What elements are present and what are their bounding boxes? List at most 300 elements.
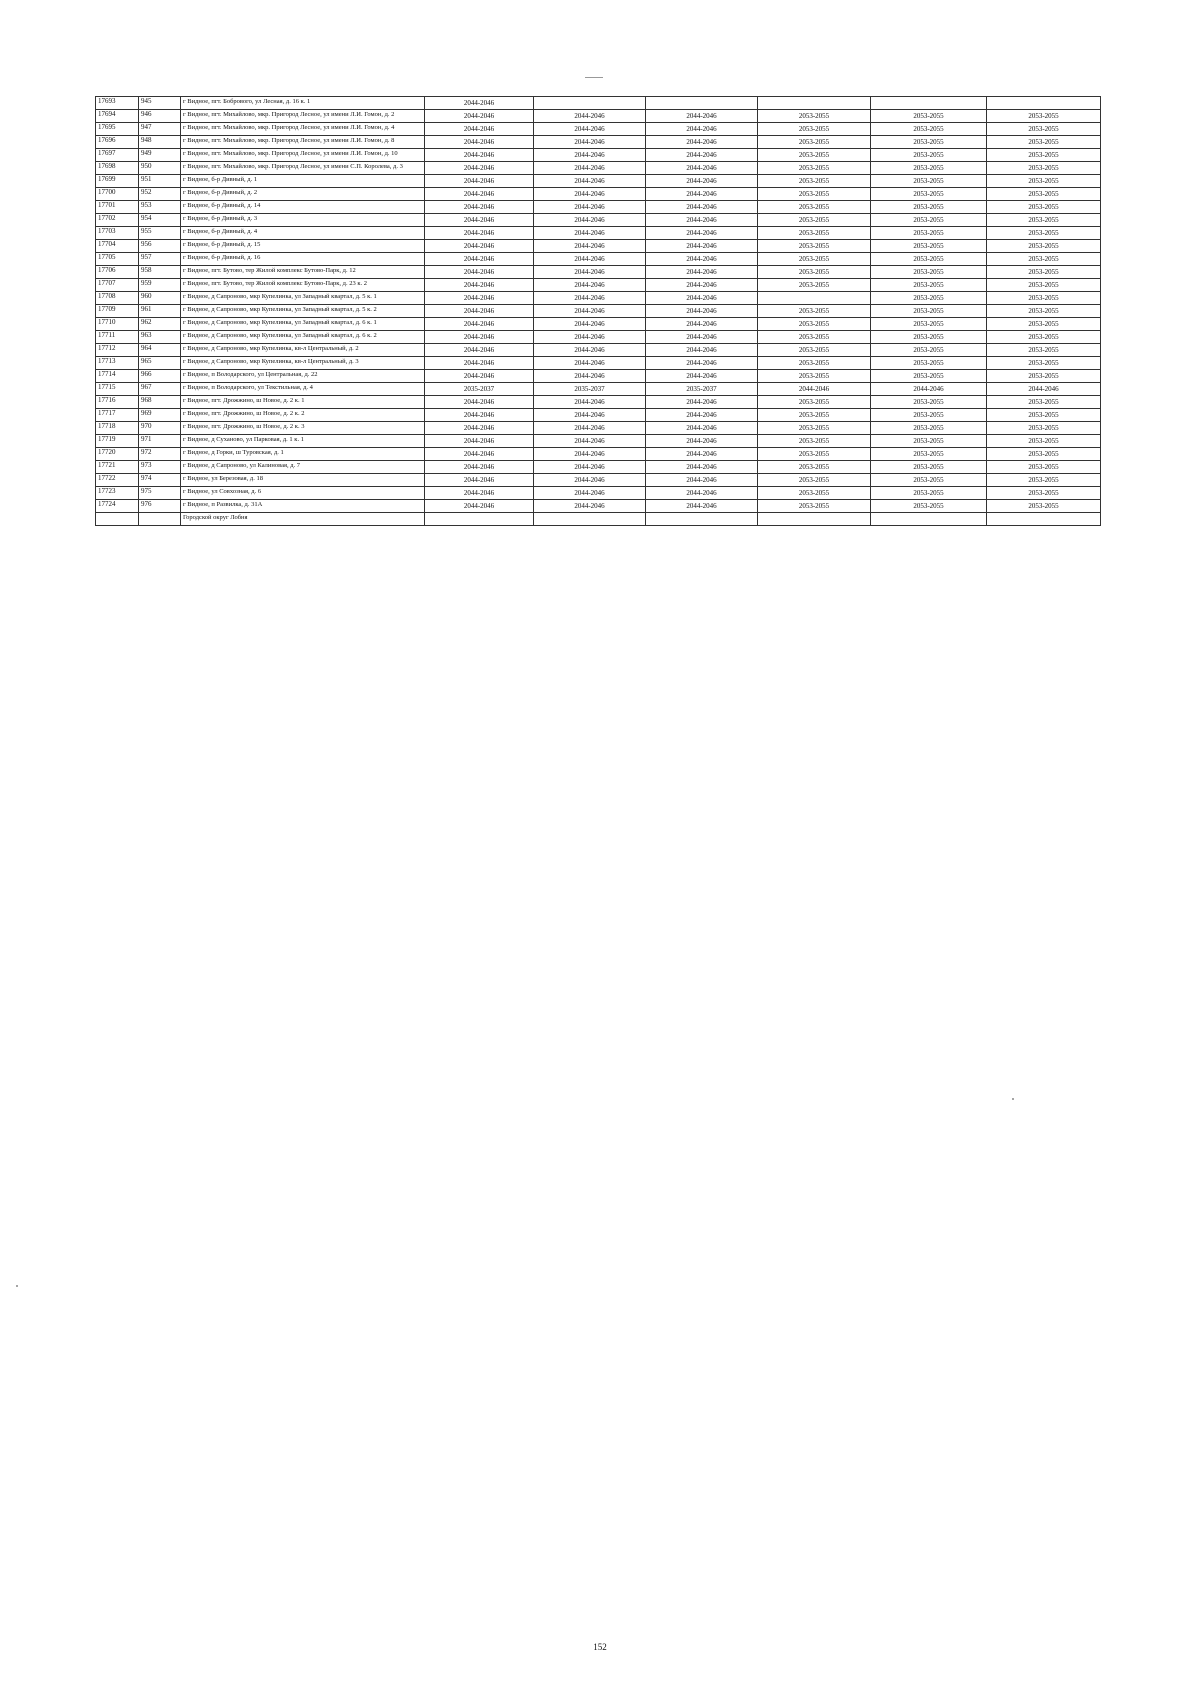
row-no-cell: 966 bbox=[139, 370, 181, 383]
row-no-cell: 957 bbox=[139, 253, 181, 266]
period-cell: 2053-2055 bbox=[871, 188, 987, 201]
table-row bbox=[96, 487, 1101, 500]
period-cell: 2044-2046 bbox=[534, 409, 646, 422]
period-cell bbox=[758, 97, 871, 110]
address-cell: г Видное, д Сапроново, мкр Купелинка, кв-л Центральный, д. 2 bbox=[181, 344, 425, 357]
period-cell: 2044-2046 bbox=[534, 318, 646, 331]
address-cell: г Видное, д Суханово, ул Парковая, д. 1 к. 1 bbox=[181, 435, 425, 448]
period-cell: 2044-2046 bbox=[534, 201, 646, 214]
period-cell: 2044-2046 bbox=[646, 214, 758, 227]
period-cell: 2053-2055 bbox=[987, 318, 1101, 331]
period-cell: 2053-2055 bbox=[758, 201, 871, 214]
period-cell: 2044-2046 bbox=[425, 162, 534, 175]
table-row bbox=[96, 370, 1101, 383]
period-cell bbox=[758, 292, 871, 305]
table-row bbox=[96, 396, 1101, 409]
row-id-cell: 17703 bbox=[96, 227, 139, 240]
period-cell: 2044-2046 bbox=[534, 448, 646, 461]
address-cell: г Видное, б-р Дивный, д. 4 bbox=[181, 227, 425, 240]
row-id-cell: 17720 bbox=[96, 448, 139, 461]
period-cell: 2035-2037 bbox=[646, 383, 758, 396]
period-cell: 2044-2046 bbox=[425, 175, 534, 188]
period-cell: 2044-2046 bbox=[534, 279, 646, 292]
period-cell: 2044-2046 bbox=[425, 357, 534, 370]
table-row bbox=[96, 188, 1101, 201]
row-no-cell: 973 bbox=[139, 461, 181, 474]
period-cell bbox=[987, 513, 1101, 526]
address-cell: г Видное, пгт. Бобрового, ул Лесная, д. 16 к. 1 bbox=[181, 97, 425, 110]
row-id-cell: 17717 bbox=[96, 409, 139, 422]
period-cell: 2044-2046 bbox=[534, 149, 646, 162]
period-cell: 2053-2055 bbox=[758, 279, 871, 292]
row-id-cell: 17723 bbox=[96, 487, 139, 500]
table-row bbox=[96, 331, 1101, 344]
period-cell: 2053-2055 bbox=[871, 331, 987, 344]
period-cell: 2053-2055 bbox=[987, 305, 1101, 318]
period-cell: 2044-2046 bbox=[646, 500, 758, 513]
row-no-cell: 949 bbox=[139, 149, 181, 162]
period-cell: 2053-2055 bbox=[987, 409, 1101, 422]
period-cell: 2044-2046 bbox=[534, 162, 646, 175]
period-cell: 2053-2055 bbox=[758, 357, 871, 370]
address-cell: г Видное, ул Березовая, д. 18 bbox=[181, 474, 425, 487]
period-cell: 2044-2046 bbox=[646, 279, 758, 292]
period-cell: 2044-2046 bbox=[646, 448, 758, 461]
row-id-cell: 17707 bbox=[96, 279, 139, 292]
row-no-cell: 951 bbox=[139, 175, 181, 188]
row-id-cell: 17694 bbox=[96, 110, 139, 123]
period-cell: 2044-2046 bbox=[646, 162, 758, 175]
row-id-cell: 17696 bbox=[96, 136, 139, 149]
period-cell: 2053-2055 bbox=[871, 435, 987, 448]
row-no-cell: 952 bbox=[139, 188, 181, 201]
address-cell: г Видное, д Горки, ш Туровская, д. 1 bbox=[181, 448, 425, 461]
address-cell: г Видное, д Сапроново, мкр Купелинка, ул Западный квартал, д. 6 к. 2 bbox=[181, 331, 425, 344]
address-cell: г Видное, б-р Дивный, д. 14 bbox=[181, 201, 425, 214]
table-row bbox=[96, 305, 1101, 318]
period-cell: 2053-2055 bbox=[871, 305, 987, 318]
address-cell: г Видное, пгт. Михайлово, мкр. Пригород Лесное, ул имени Л.И. Гомон, д. 8 bbox=[181, 136, 425, 149]
address-cell: г Видное, пгт. Михайлово, мкр. Пригород Лесное, ул имени Л.И. Гомон, д. 4 bbox=[181, 123, 425, 136]
period-cell: 2053-2055 bbox=[871, 344, 987, 357]
period-cell: 2053-2055 bbox=[987, 253, 1101, 266]
row-no-cell: 960 bbox=[139, 292, 181, 305]
period-cell: 2044-2046 bbox=[425, 487, 534, 500]
period-cell: 2053-2055 bbox=[987, 123, 1101, 136]
period-cell: 2053-2055 bbox=[987, 279, 1101, 292]
period-cell: 2053-2055 bbox=[871, 500, 987, 513]
period-cell: 2053-2055 bbox=[758, 266, 871, 279]
period-cell: 2053-2055 bbox=[871, 175, 987, 188]
period-cell: 2053-2055 bbox=[871, 357, 987, 370]
period-cell: 2053-2055 bbox=[987, 422, 1101, 435]
address-cell: г Видное, б-р Дивный, д. 15 bbox=[181, 240, 425, 253]
row-id-cell: 17706 bbox=[96, 266, 139, 279]
period-cell: 2044-2046 bbox=[534, 344, 646, 357]
period-cell: 2044-2046 bbox=[425, 396, 534, 409]
period-cell bbox=[534, 97, 646, 110]
period-cell: 2044-2046 bbox=[534, 370, 646, 383]
row-id-cell: 17712 bbox=[96, 344, 139, 357]
period-cell: 2044-2046 bbox=[534, 240, 646, 253]
table-row bbox=[96, 500, 1101, 513]
address-cell: г Видное, пгт. Михайлово, мкр. Пригород Лесное, ул имени С.П. Королева, д. 3 bbox=[181, 162, 425, 175]
period-cell: 2053-2055 bbox=[758, 240, 871, 253]
period-cell: 2044-2046 bbox=[425, 214, 534, 227]
period-cell: 2044-2046 bbox=[646, 188, 758, 201]
address-cell: г Видное, б-р Дивный, д. 1 bbox=[181, 175, 425, 188]
row-no-cell: 963 bbox=[139, 331, 181, 344]
period-cell: 2044-2046 bbox=[534, 461, 646, 474]
period-cell: 2044-2046 bbox=[646, 396, 758, 409]
row-no-cell: 950 bbox=[139, 162, 181, 175]
scan-speck bbox=[16, 1285, 18, 1287]
scan-mark bbox=[585, 77, 603, 78]
table-row bbox=[96, 383, 1101, 396]
period-cell: 2053-2055 bbox=[987, 344, 1101, 357]
table-row bbox=[96, 422, 1101, 435]
period-cell: 2044-2046 bbox=[534, 292, 646, 305]
period-cell: 2053-2055 bbox=[871, 266, 987, 279]
table-row bbox=[96, 279, 1101, 292]
row-id-cell: 17708 bbox=[96, 292, 139, 305]
table-row bbox=[96, 409, 1101, 422]
period-cell: 2053-2055 bbox=[987, 331, 1101, 344]
period-cell: 2044-2046 bbox=[425, 422, 534, 435]
address-cell: г Видное, п Развилка, д. 31А bbox=[181, 500, 425, 513]
period-cell: 2044-2046 bbox=[646, 240, 758, 253]
row-id-cell: 17710 bbox=[96, 318, 139, 331]
row-id-cell: 17698 bbox=[96, 162, 139, 175]
period-cell: 2053-2055 bbox=[871, 214, 987, 227]
table-row bbox=[96, 357, 1101, 370]
row-no-cell: 967 bbox=[139, 383, 181, 396]
table-row bbox=[96, 292, 1101, 305]
period-cell: 2044-2046 bbox=[425, 227, 534, 240]
period-cell: 2053-2055 bbox=[758, 409, 871, 422]
period-cell: 2044-2046 bbox=[534, 214, 646, 227]
period-cell: 2053-2055 bbox=[871, 487, 987, 500]
row-id-cell: 17716 bbox=[96, 396, 139, 409]
period-cell: 2053-2055 bbox=[758, 370, 871, 383]
row-id-cell: 17724 bbox=[96, 500, 139, 513]
address-cell: г Видное, пгт. Дрожжино, ш Новое, д. 2 к. 3 bbox=[181, 422, 425, 435]
period-cell: 2044-2046 bbox=[425, 474, 534, 487]
period-cell bbox=[987, 97, 1101, 110]
row-id-cell: 17714 bbox=[96, 370, 139, 383]
register-table bbox=[95, 96, 1101, 526]
period-cell: 2053-2055 bbox=[758, 149, 871, 162]
row-id-cell: 17713 bbox=[96, 357, 139, 370]
period-cell: 2044-2046 bbox=[646, 175, 758, 188]
period-cell: 2053-2055 bbox=[758, 123, 871, 136]
period-cell: 2044-2046 bbox=[425, 188, 534, 201]
period-cell: 2044-2046 bbox=[646, 474, 758, 487]
period-cell: 2044-2046 bbox=[534, 123, 646, 136]
period-cell: 2053-2055 bbox=[758, 214, 871, 227]
period-cell: 2044-2046 bbox=[425, 123, 534, 136]
row-no-cell: 962 bbox=[139, 318, 181, 331]
period-cell: 2044-2046 bbox=[534, 331, 646, 344]
period-cell: 2044-2046 bbox=[646, 266, 758, 279]
period-cell: 2053-2055 bbox=[987, 227, 1101, 240]
table-row bbox=[96, 448, 1101, 461]
period-cell: 2044-2046 bbox=[646, 201, 758, 214]
address-cell: г Видное, пгт. Дрожжино, ш Новое, д. 2 к. 1 bbox=[181, 396, 425, 409]
row-no-cell: 946 bbox=[139, 110, 181, 123]
period-cell: 2053-2055 bbox=[871, 253, 987, 266]
period-cell: 2044-2046 bbox=[425, 435, 534, 448]
period-cell: 2044-2046 bbox=[534, 500, 646, 513]
period-cell: 2044-2046 bbox=[534, 422, 646, 435]
group-header-row bbox=[96, 513, 1101, 526]
row-id-cell: 17715 bbox=[96, 383, 139, 396]
period-cell: 2053-2055 bbox=[758, 162, 871, 175]
period-cell: 2044-2046 bbox=[534, 396, 646, 409]
row-id-cell bbox=[96, 513, 139, 526]
period-cell: 2053-2055 bbox=[987, 461, 1101, 474]
period-cell: 2044-2046 bbox=[646, 331, 758, 344]
row-no-cell: 953 bbox=[139, 201, 181, 214]
table-row bbox=[96, 461, 1101, 474]
row-id-cell: 17705 bbox=[96, 253, 139, 266]
period-cell: 2044-2046 bbox=[871, 383, 987, 396]
scan-speck bbox=[1012, 1098, 1014, 1100]
address-cell: г Видное, ул Совхозная, д. 6 bbox=[181, 487, 425, 500]
period-cell: 2044-2046 bbox=[646, 227, 758, 240]
period-cell: 2053-2055 bbox=[758, 331, 871, 344]
period-cell: 2044-2046 bbox=[425, 253, 534, 266]
period-cell bbox=[646, 97, 758, 110]
period-cell: 2035-2037 bbox=[534, 383, 646, 396]
address-cell: г Видное, п Володарского, ул Текстильная, д. 4 bbox=[181, 383, 425, 396]
period-cell: 2044-2046 bbox=[425, 331, 534, 344]
address-cell: г Видное, пгт. Михайлово, мкр. Пригород Лесное, ул имени Л.И. Гомон, д. 2 bbox=[181, 110, 425, 123]
period-cell: 2053-2055 bbox=[871, 370, 987, 383]
period-cell: 2053-2055 bbox=[758, 175, 871, 188]
address-cell: г Видное, пгт. Михайлово, мкр. Пригород Лесное, ул имени Л.И. Гомон, д. 10 bbox=[181, 149, 425, 162]
row-no-cell: 970 bbox=[139, 422, 181, 435]
period-cell: 2053-2055 bbox=[987, 201, 1101, 214]
period-cell: 2053-2055 bbox=[871, 409, 987, 422]
table-row bbox=[96, 266, 1101, 279]
address-cell: г Видное, пгт. Бутово, тер Жилой комплекс Бутово-Парк, д. 23 к. 2 bbox=[181, 279, 425, 292]
period-cell: 2044-2046 bbox=[534, 188, 646, 201]
period-cell: 2044-2046 bbox=[987, 383, 1101, 396]
row-id-cell: 17721 bbox=[96, 461, 139, 474]
period-cell: 2035-2037 bbox=[425, 383, 534, 396]
row-id-cell: 17718 bbox=[96, 422, 139, 435]
table-row bbox=[96, 149, 1101, 162]
period-cell: 2044-2046 bbox=[425, 279, 534, 292]
row-id-cell: 17695 bbox=[96, 123, 139, 136]
period-cell bbox=[871, 97, 987, 110]
period-cell: 2053-2055 bbox=[758, 253, 871, 266]
period-cell: 2044-2046 bbox=[758, 383, 871, 396]
table-row bbox=[96, 344, 1101, 357]
period-cell: 2053-2055 bbox=[987, 396, 1101, 409]
address-cell: г Видное, б-р Дивный, д. 16 bbox=[181, 253, 425, 266]
period-cell: 2053-2055 bbox=[987, 188, 1101, 201]
row-no-cell: 976 bbox=[139, 500, 181, 513]
table-row bbox=[96, 318, 1101, 331]
period-cell: 2044-2046 bbox=[425, 240, 534, 253]
period-cell: 2053-2055 bbox=[987, 357, 1101, 370]
period-cell: 2044-2046 bbox=[425, 448, 534, 461]
row-id-cell: 17697 bbox=[96, 149, 139, 162]
row-no-cell: 961 bbox=[139, 305, 181, 318]
row-no-cell: 968 bbox=[139, 396, 181, 409]
row-no-cell: 975 bbox=[139, 487, 181, 500]
period-cell: 2053-2055 bbox=[871, 461, 987, 474]
period-cell: 2044-2046 bbox=[425, 409, 534, 422]
page-number: 152 bbox=[593, 1642, 607, 1652]
row-no-cell: 947 bbox=[139, 123, 181, 136]
row-no-cell: 954 bbox=[139, 214, 181, 227]
period-cell: 2053-2055 bbox=[871, 110, 987, 123]
period-cell: 2053-2055 bbox=[987, 162, 1101, 175]
period-cell: 2044-2046 bbox=[425, 344, 534, 357]
period-cell: 2044-2046 bbox=[534, 266, 646, 279]
period-cell bbox=[758, 513, 871, 526]
register-sheet bbox=[95, 96, 1100, 526]
address-cell: г Видное, пгт. Бутово, тер Жилой комплекс Бутово-Парк, д. 12 bbox=[181, 266, 425, 279]
period-cell: 2044-2046 bbox=[646, 318, 758, 331]
period-cell bbox=[646, 513, 758, 526]
period-cell: 2044-2046 bbox=[534, 487, 646, 500]
table-row bbox=[96, 136, 1101, 149]
period-cell: 2044-2046 bbox=[425, 318, 534, 331]
period-cell: 2053-2055 bbox=[987, 110, 1101, 123]
period-cell: 2053-2055 bbox=[758, 136, 871, 149]
period-cell: 2053-2055 bbox=[758, 448, 871, 461]
period-cell: 2044-2046 bbox=[646, 409, 758, 422]
period-cell: 2044-2046 bbox=[425, 292, 534, 305]
period-cell: 2044-2046 bbox=[425, 461, 534, 474]
table-row bbox=[96, 123, 1101, 136]
period-cell: 2053-2055 bbox=[758, 422, 871, 435]
period-cell: 2053-2055 bbox=[758, 435, 871, 448]
period-cell: 2044-2046 bbox=[534, 305, 646, 318]
table-row bbox=[96, 240, 1101, 253]
period-cell: 2044-2046 bbox=[534, 136, 646, 149]
period-cell: 2053-2055 bbox=[758, 227, 871, 240]
address-cell: г Видное, д Сапроново, мкр Купелинка, ул Западный квартал, д. 5 к. 1 bbox=[181, 292, 425, 305]
period-cell: 2053-2055 bbox=[758, 474, 871, 487]
period-cell: 2044-2046 bbox=[646, 123, 758, 136]
period-cell: 2053-2055 bbox=[987, 370, 1101, 383]
period-cell: 2053-2055 bbox=[758, 487, 871, 500]
row-no-cell bbox=[139, 513, 181, 526]
period-cell: 2044-2046 bbox=[646, 435, 758, 448]
period-cell: 2044-2046 bbox=[534, 435, 646, 448]
period-cell: 2044-2046 bbox=[646, 149, 758, 162]
period-cell: 2053-2055 bbox=[871, 292, 987, 305]
row-id-cell: 17709 bbox=[96, 305, 139, 318]
period-cell: 2044-2046 bbox=[534, 175, 646, 188]
address-cell: г Видное, д Сапроново, ул Калиновая, д. 7 bbox=[181, 461, 425, 474]
period-cell: 2053-2055 bbox=[987, 500, 1101, 513]
table-row bbox=[96, 214, 1101, 227]
period-cell: 2044-2046 bbox=[646, 110, 758, 123]
period-cell: 2044-2046 bbox=[425, 500, 534, 513]
period-cell: 2044-2046 bbox=[425, 136, 534, 149]
table-row bbox=[96, 97, 1101, 110]
period-cell: 2053-2055 bbox=[871, 422, 987, 435]
period-cell bbox=[425, 513, 534, 526]
period-cell: 2053-2055 bbox=[758, 500, 871, 513]
period-cell: 2053-2055 bbox=[987, 214, 1101, 227]
address-cell: г Видное, б-р Дивный, д. 2 bbox=[181, 188, 425, 201]
table-row bbox=[96, 435, 1101, 448]
row-id-cell: 17704 bbox=[96, 240, 139, 253]
address-cell: г Видное, д Сапроново, мкр Купелинка, ул Западный квартал, д. 5 к. 2 bbox=[181, 305, 425, 318]
row-no-cell: 948 bbox=[139, 136, 181, 149]
row-no-cell: 945 bbox=[139, 97, 181, 110]
row-id-cell: 17722 bbox=[96, 474, 139, 487]
period-cell: 2053-2055 bbox=[758, 344, 871, 357]
period-cell: 2044-2046 bbox=[425, 149, 534, 162]
period-cell: 2053-2055 bbox=[758, 305, 871, 318]
period-cell: 2053-2055 bbox=[871, 136, 987, 149]
address-cell: г Видное, д Сапроново, мкр Купелинка, кв-л Центральный, д. 3 bbox=[181, 357, 425, 370]
period-cell: 2053-2055 bbox=[871, 201, 987, 214]
period-cell: 2044-2046 bbox=[646, 253, 758, 266]
address-cell: Городской округ Лобня bbox=[181, 513, 425, 526]
row-id-cell: 17693 bbox=[96, 97, 139, 110]
period-cell: 2053-2055 bbox=[871, 149, 987, 162]
row-no-cell: 965 bbox=[139, 357, 181, 370]
period-cell: 2044-2046 bbox=[425, 97, 534, 110]
row-no-cell: 959 bbox=[139, 279, 181, 292]
period-cell: 2044-2046 bbox=[425, 110, 534, 123]
period-cell: 2053-2055 bbox=[987, 136, 1101, 149]
period-cell: 2044-2046 bbox=[646, 344, 758, 357]
row-id-cell: 17700 bbox=[96, 188, 139, 201]
register-body bbox=[96, 97, 1101, 526]
period-cell: 2053-2055 bbox=[871, 448, 987, 461]
period-cell: 2053-2055 bbox=[758, 110, 871, 123]
period-cell: 2044-2046 bbox=[534, 474, 646, 487]
period-cell: 2044-2046 bbox=[646, 370, 758, 383]
address-cell: г Видное, пгт. Дрожжино, ш Новое, д. 2 к. 2 bbox=[181, 409, 425, 422]
period-cell: 2044-2046 bbox=[425, 266, 534, 279]
period-cell: 2053-2055 bbox=[987, 266, 1101, 279]
address-cell: г Видное, п Володарского, ул Центральная, д. 22 bbox=[181, 370, 425, 383]
row-no-cell: 969 bbox=[139, 409, 181, 422]
period-cell: 2044-2046 bbox=[534, 110, 646, 123]
address-cell: г Видное, б-р Дивный, д. 3 bbox=[181, 214, 425, 227]
period-cell: 2044-2046 bbox=[646, 136, 758, 149]
row-id-cell: 17711 bbox=[96, 331, 139, 344]
row-id-cell: 17702 bbox=[96, 214, 139, 227]
period-cell: 2053-2055 bbox=[871, 396, 987, 409]
row-id-cell: 17719 bbox=[96, 435, 139, 448]
period-cell: 2044-2046 bbox=[425, 370, 534, 383]
period-cell: 2053-2055 bbox=[758, 461, 871, 474]
period-cell: 2053-2055 bbox=[758, 188, 871, 201]
period-cell: 2053-2055 bbox=[758, 318, 871, 331]
period-cell: 2044-2046 bbox=[646, 292, 758, 305]
period-cell: 2053-2055 bbox=[871, 474, 987, 487]
period-cell: 2053-2055 bbox=[758, 396, 871, 409]
period-cell: 2053-2055 bbox=[871, 279, 987, 292]
period-cell: 2053-2055 bbox=[987, 292, 1101, 305]
period-cell: 2053-2055 bbox=[987, 240, 1101, 253]
row-no-cell: 958 bbox=[139, 266, 181, 279]
table-row bbox=[96, 110, 1101, 123]
period-cell: 2053-2055 bbox=[987, 487, 1101, 500]
